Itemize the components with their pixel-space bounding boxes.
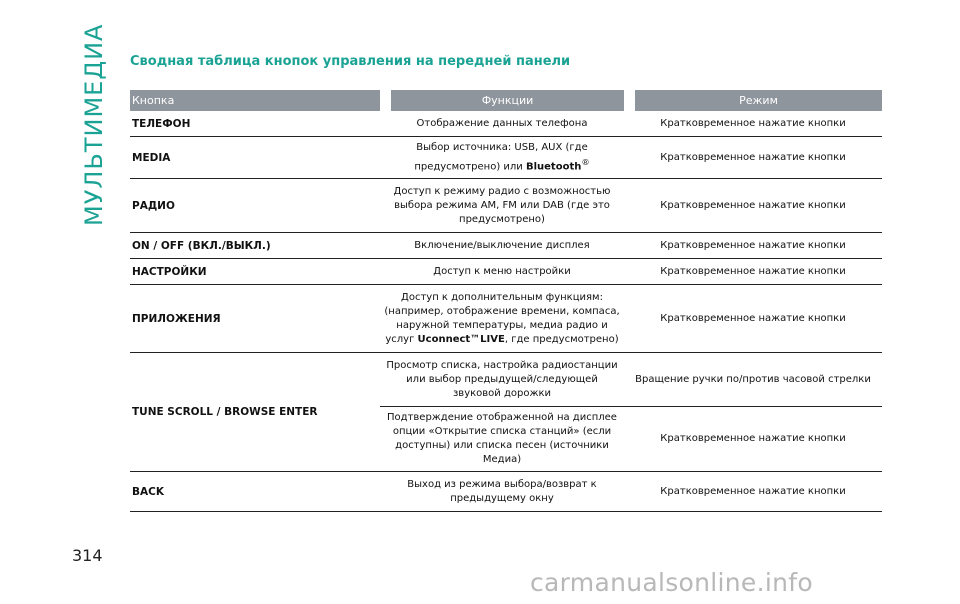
table-row (130, 285, 882, 353)
row-function: Просмотр списка, настройка радиостанции или выбор предыдущей/следующей звуковой дорожки (380, 353, 624, 407)
row-button-name: ТЕЛЕФОН (130, 111, 380, 137)
row-function-text: Выбор источника: USB, AUX (где предусмотрено) или (414, 142, 588, 173)
table-row (130, 259, 882, 285)
table-row (130, 179, 882, 233)
registered-mark: ® (581, 157, 590, 167)
row-mode: Кратковременное нажатие кнопки (624, 233, 882, 259)
bluetooth-label: Bluetooth (525, 161, 582, 173)
row-mode: Кратковременное нажатие кнопки (624, 137, 882, 179)
table-row (130, 472, 882, 512)
row-button-name: TUNE SCROLL / BROWSE ENTER (130, 353, 380, 472)
row-mode: Кратковременное нажатие кнопки (624, 472, 882, 512)
table-row (130, 137, 882, 179)
row-function-text: Доступ к дополнительным функциям: (например, отображение времени, компаса, наружной температуры, медиа радио и услуг (384, 291, 620, 345)
row-mode: Кратковременное нажатие кнопки (624, 259, 882, 285)
table-title: Сводная таблица кнопок управления на передней панели (130, 54, 571, 69)
controls-table (130, 90, 882, 512)
table-row (130, 111, 882, 137)
row-mode: Кратковременное нажатие кнопки (624, 179, 882, 233)
row-function-suffix: , где предусмотрено) (504, 333, 619, 345)
header-functions: Функции (380, 90, 624, 111)
row-mode: Кратковременное нажатие кнопки (624, 111, 882, 137)
section-title: МУЛЬТИМЕДИА (80, 23, 108, 226)
header-button: Кнопка (130, 90, 380, 111)
table-row (130, 233, 882, 259)
watermark: carmanualsonline.info (530, 568, 813, 597)
row-mode: Кратковременное нажатие кнопки (624, 407, 882, 472)
table-row (130, 353, 882, 407)
row-function (380, 285, 624, 353)
page-number: 314 (72, 546, 103, 565)
row-function: Доступ к режиму радио с возможностью выбора режима AM, FM или DAB (где это предусмотрено) (380, 179, 624, 233)
row-button-name: BACK (130, 472, 380, 512)
table-header-row (130, 90, 882, 111)
row-function: Отображение данных телефона (380, 111, 624, 137)
row-mode: Кратковременное нажатие кнопки (624, 285, 882, 353)
uconnect-label: Uconnect™LIVE (417, 333, 505, 345)
header-mode: Режим (624, 90, 882, 111)
row-button-name: MEDIA (130, 137, 380, 179)
row-function: Доступ к меню настройки (380, 259, 624, 285)
row-button-name: РАДИО (130, 179, 380, 233)
row-button-name: ПРИЛОЖЕНИЯ (130, 285, 380, 353)
row-function: Выход из режима выбора/возврат к предыдущему окну (380, 472, 624, 512)
row-function (380, 137, 624, 179)
row-mode: Вращение ручки по/против часовой стрелки (624, 353, 882, 407)
row-function: Включение/выключение дисплея (380, 233, 624, 259)
row-function: Подтверждение отображенной на дисплее опции «Открытие списка станций» (если доступны) или списка песен (источники Медиа) (380, 407, 624, 472)
row-button-name: ON / OFF (ВКЛ./ВЫКЛ.) (130, 233, 380, 259)
row-button-name: НАСТРОЙКИ (130, 259, 380, 285)
